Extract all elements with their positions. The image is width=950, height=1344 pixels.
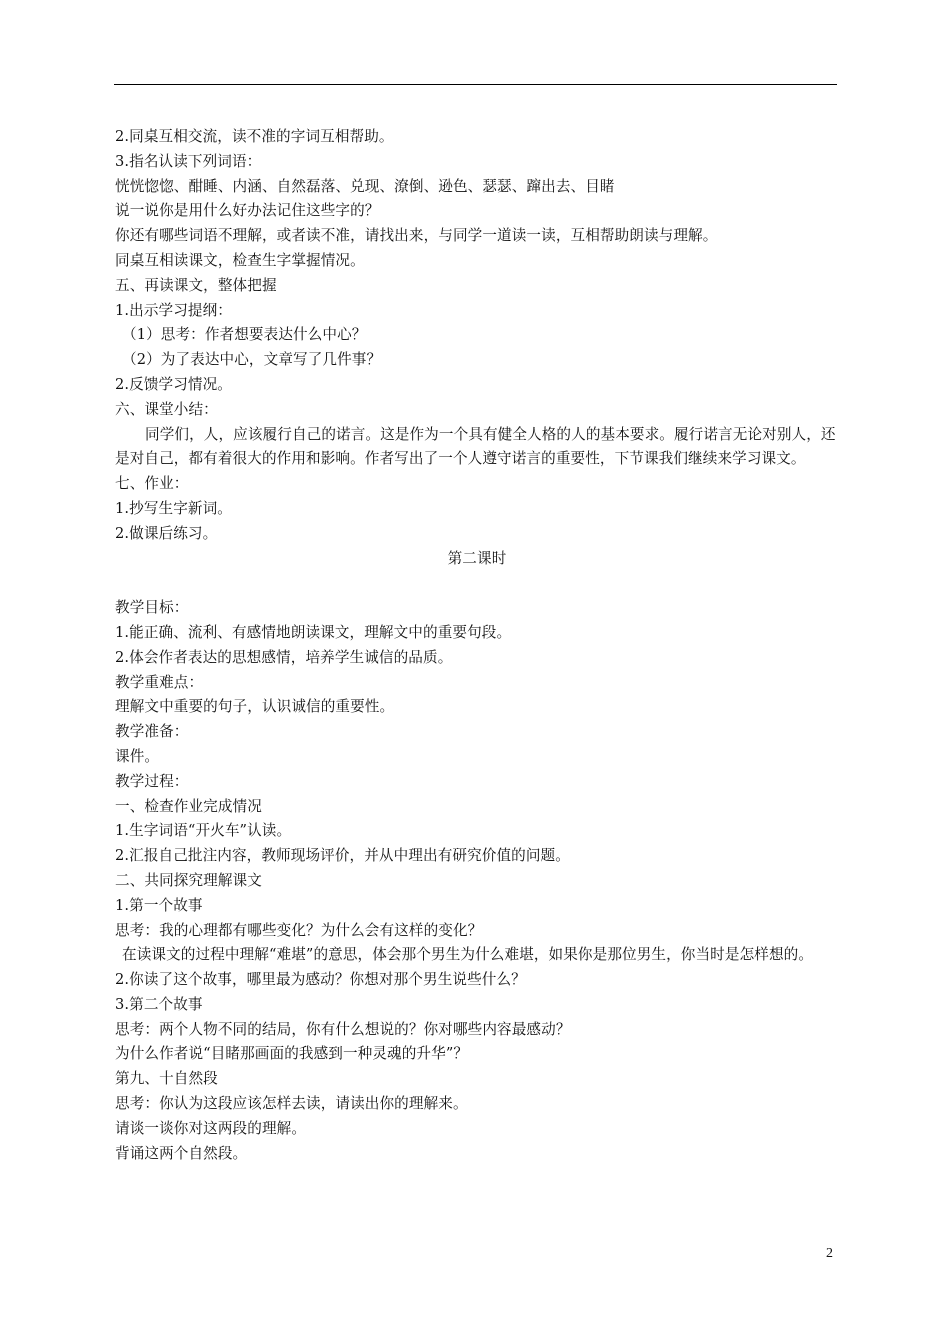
text-line: 第九、十自然段: [115, 1070, 218, 1088]
text-line: 2.同桌互相交流，读不准的字词互相帮助。: [115, 128, 394, 145]
text-line: 2.反馈学习情况。: [115, 375, 232, 393]
section-heading: 五、再读课文，整体把握: [115, 276, 277, 294]
text-line: 同桌互相读课文，检查生字掌握情况。: [115, 251, 365, 269]
text-line: 1.第一个故事: [115, 896, 203, 914]
text-line: 3.指名认读下列词语：: [115, 152, 262, 170]
text-line: 理解文中重要的句子，认识诚信的重要性。: [115, 698, 395, 716]
text-line: 为什么作者说“目睹那画面的我感到一种灵魂的升华”？: [115, 1045, 469, 1063]
section-heading: 二、共同探究理解课文: [115, 871, 262, 889]
text-line: （2）为了表达中心，文章写了几件事？: [122, 351, 382, 369]
text-line: 2.体会作者表达的思想感情，培养学生诚信的品质。: [115, 648, 453, 666]
text-line: 1.能正确、流利、有感情地朗读课文，理解文中的重要句段。: [115, 623, 512, 641]
text-line: 思考：我的心理都有哪些变化？为什么会有这样的变化？: [115, 921, 483, 939]
text-line: 背诵这两个自然段。: [115, 1144, 248, 1162]
text-line: 3.第二个故事: [115, 995, 203, 1013]
text-line: 思考：你认为这段应该怎样去读，请读出你的理解来。: [115, 1095, 468, 1113]
header-rule: [114, 84, 837, 85]
document-body: [115, 125, 839, 1166]
summary-paragraph: 同学们，人，应该履行自己的诺言。这是作为一个具有健全人格的人的基本要求。履行诺言无论对别人，还是对自己，都有着很大的作用和影响。作者写出了一个人遵守诺言的重要性，下节课我们继续来学习课文。: [115, 425, 836, 468]
text-line: 你还有哪些词语不理解，或者读不准，请找出来，与同学一道读一读，互相帮助朗读与理解。: [115, 227, 718, 245]
text-line: 思考：两个人物不同的结局，你有什么想说的？你对哪些内容最感动？: [115, 1020, 571, 1038]
section-heading: 七、作业：: [115, 475, 189, 493]
text-line: 说一说你是用什么好办法记住这些字的？: [115, 202, 380, 220]
lesson-title: 第二课时: [447, 549, 507, 567]
text-line: （1）思考：作者想要表达什么中心？: [122, 326, 367, 344]
section-heading: 一、检查作业完成情况: [115, 797, 262, 815]
text-line: 2.汇报自己批注内容，教师现场评价，并从中理出有研究价值的问题。: [115, 847, 570, 865]
page-number: 2: [826, 1246, 833, 1261]
section-heading: 教学过程：: [115, 772, 189, 790]
section-heading: 教学重难点：: [115, 673, 204, 691]
story-paragraph: 在读课文的过程中理解“难堪”的意思，体会那个男生为什么难堪，如果你是那位男生，你当时是怎样想的。: [122, 946, 814, 964]
section-heading: 六、课堂小结：: [115, 400, 218, 418]
text-line: 1.生字词语“开火车”认读。: [115, 822, 292, 840]
text-line: 请谈一谈你对这两段的理解。: [115, 1119, 307, 1137]
text-line: 2.你读了这个故事，哪里最为感动？你想对那个男生说些什么？: [115, 971, 526, 989]
text-line: 1.抄写生字新词。: [115, 499, 232, 517]
blank-line: [115, 571, 839, 596]
text-line: 2.做课后练习。: [115, 524, 218, 542]
section-heading: 教学准备：: [115, 723, 189, 741]
text-line: 课件。: [115, 747, 160, 765]
text-line: 1.出示学习提纲：: [115, 301, 232, 319]
text-line: 恍恍惚惚、酣睡、内涵、自然磊落、兑现、潦倒、逊色、瑟瑟、蹿出去、目睹: [115, 177, 615, 195]
section-heading: 教学目标：: [115, 599, 189, 617]
